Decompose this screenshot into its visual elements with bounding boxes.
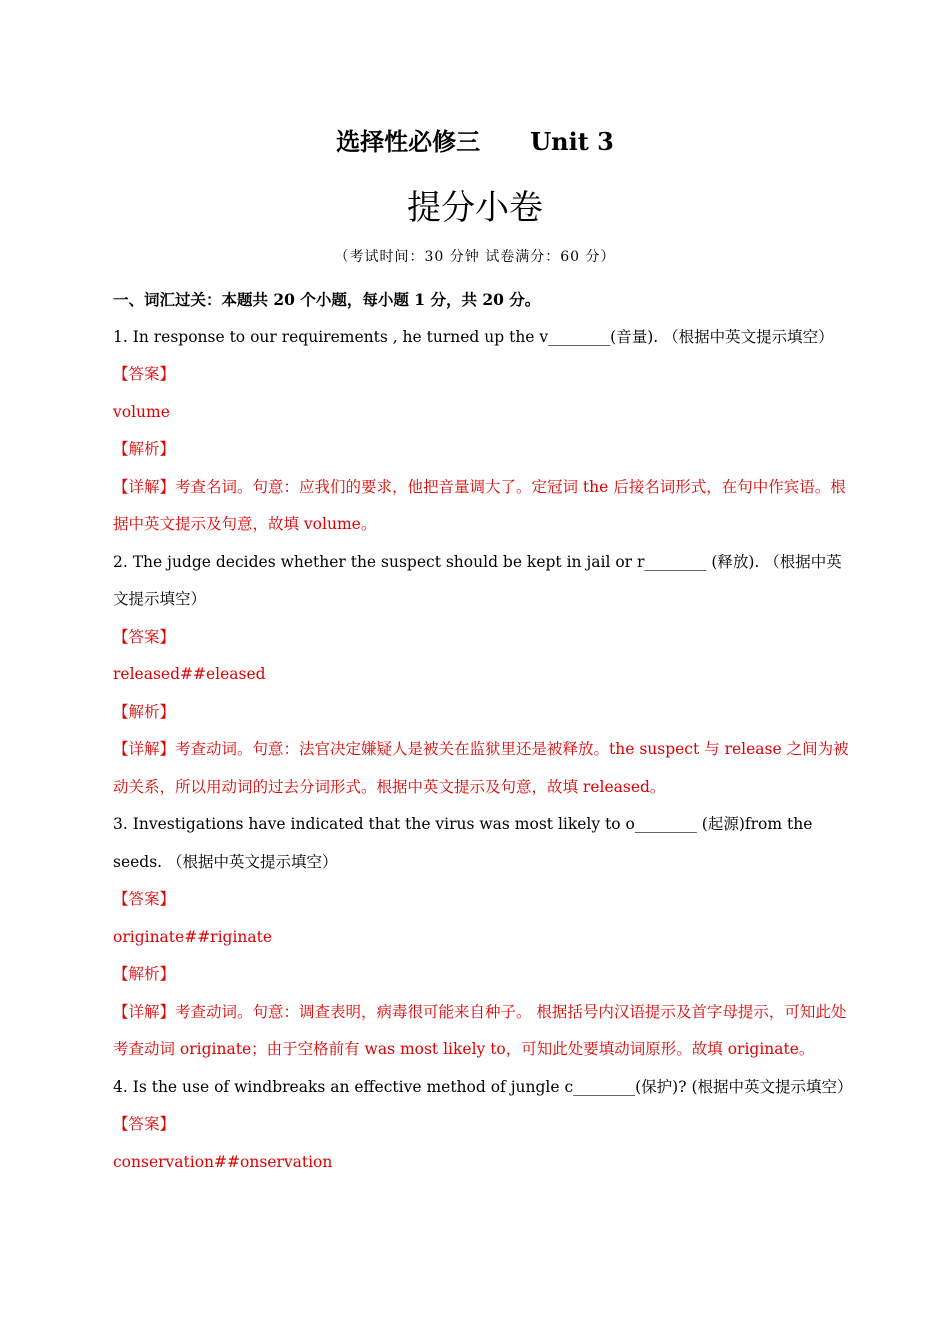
question-4-text: 4. Is the use of windbreaks an effective method of jungle c________(保护)? (根据中英文提示填空）: [113, 1077, 853, 1096]
question-1-answer: volume: [113, 402, 170, 421]
question-2-analysis-label: 【解析】: [113, 702, 176, 721]
question-3-answer: originate##riginate: [113, 927, 273, 946]
question-3-analysis-label: 【解析】: [113, 965, 176, 983]
question-1-text: 1. In response to our requirements , he turned up the v________(音量). （根据中英文提示填空）: [113, 327, 834, 346]
question-3-answer-label: 【答案】: [113, 890, 176, 908]
question-2-answer-label: 【答案】: [113, 627, 176, 646]
page-subtitle: 提分小卷: [407, 188, 543, 228]
question-3-detail: 【详解】考查动词。句意：调查表明，病毒很可能来自种子。 根据括号内汉语提示及首字母提示，可知此处考查动词 originate；由于空格前有 was most likely to，可知此处要填动词原形。故填 originate。: [113, 1002, 847, 1058]
page-title: 选择性必修三 Unit 3: [336, 127, 614, 156]
question-1-analysis-label: 【解析】: [113, 440, 176, 458]
question-2-detail: 【详解】考查动词。句意：法官决定嫌疑人是被关在监狱里还是被释放。the suspect 与 release 之间为被动关系，所以用动词的过去分词形式。根据中英文提示及句意，故填 released。: [113, 740, 849, 796]
question-2-text: 2. The judge decides whether the suspect should be kept in jail or r________ (释放). （根据中英文提示填空）: [113, 552, 842, 608]
section-heading: 一、词汇过关：本题共 20 个小题，每小题 1 分，共 20 分。: [113, 290, 541, 309]
exam-info: （考试时间：30 分钟 试卷满分：60 分）: [334, 249, 616, 265]
question-4-answer-label: 【答案】: [113, 1115, 176, 1133]
question-2-answer: released##eleased: [113, 665, 266, 683]
question-1-detail: 【详解】考查名词。句意：应我们的要求，他把音量调大了。定冠词 the 后接名词形式，在句中作宾语。根据中英文提示及句意，故填 volume。: [113, 477, 846, 533]
question-3-text: 3. Investigations have indicated that the virus was most likely to o________ (起源)from the seeds. （根据中英文提示填空）: [113, 815, 813, 871]
content-body: [113, 281, 853, 1181]
question-4-answer: conservation##onservation: [113, 1152, 333, 1171]
question-1-answer-label: 【答案】: [113, 365, 176, 383]
